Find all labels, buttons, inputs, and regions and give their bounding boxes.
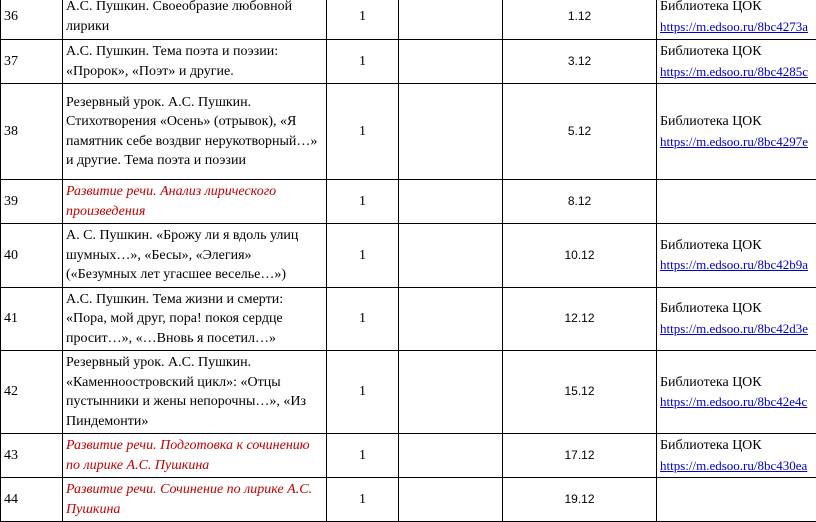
empty-cell (399, 287, 503, 351)
resource-link[interactable]: https://m.edsoo.ru/8bc42d3e (660, 319, 816, 339)
lesson-date: 10.12 (503, 224, 657, 288)
resource-cell (657, 224, 816, 288)
empty-cell (399, 224, 503, 288)
lesson-number: 43 (1, 434, 63, 478)
lesson-hours: 1 (327, 434, 399, 478)
lesson-topic: А.С. Пушкин. Тема поэта и поэзии: «Пророк», «Поэт» и другие. (63, 40, 327, 84)
lesson-topic: Резервный урок. А.С. Пушкин. Стихотворения «Осень» (отрывок), «Я памятник себе воздвиг нерукотворный…» и другие. Тема поэта и поэзии (63, 84, 327, 180)
resource-cell (657, 40, 816, 84)
lesson-hours: 1 (327, 224, 399, 288)
empty-cell (399, 478, 503, 522)
lesson-date: 5.12 (503, 84, 657, 180)
empty-cell (399, 0, 503, 40)
lesson-plan-body (1, 0, 816, 522)
table-row (1, 224, 816, 288)
resource-link[interactable]: https://m.edsoo.ru/8bc4273a (660, 17, 816, 37)
resource-label: Библиотека ЦОК (660, 112, 816, 132)
table-row (1, 478, 816, 522)
empty-cell (399, 180, 503, 224)
lesson-topic: Развитие речи. Сочинение по лирике А.С. Пушкина (63, 478, 327, 522)
table-row (1, 0, 816, 40)
resource-cell (657, 478, 816, 522)
lesson-hours: 1 (327, 287, 399, 351)
lesson-number: 39 (1, 180, 63, 224)
lesson-hours: 1 (327, 180, 399, 224)
empty-cell (399, 434, 503, 478)
lesson-number: 41 (1, 287, 63, 351)
lesson-topic: Развитие речи. Анализ лирического произведения (63, 180, 327, 224)
table-row (1, 84, 816, 180)
lesson-date: 15.12 (503, 351, 657, 434)
table-row (1, 180, 816, 224)
lesson-number: 37 (1, 40, 63, 84)
resource-link[interactable]: https://m.edsoo.ru/8bc42b9a (660, 255, 816, 275)
lesson-number: 40 (1, 224, 63, 288)
lesson-number: 42 (1, 351, 63, 434)
resource-link[interactable]: https://m.edsoo.ru/8bc42e4c (660, 392, 816, 412)
lesson-date: 12.12 (503, 287, 657, 351)
lesson-topic: А.С. Пушкин. Тема жизни и смерти: «Пора, мой друг, пора! покоя сердце просит…», «…Вновь я посетил…» (63, 287, 327, 351)
resource-cell (657, 351, 816, 434)
table-row (1, 351, 816, 434)
lesson-hours: 1 (327, 478, 399, 522)
lesson-date: 17.12 (503, 434, 657, 478)
lesson-date: 1.12 (503, 0, 657, 40)
resource-link[interactable]: https://m.edsoo.ru/8bc430ea (660, 456, 816, 476)
resource-label: Библиотека ЦОК (660, 436, 816, 456)
resource-label: Библиотека ЦОК (660, 299, 816, 319)
resource-label: Библиотека ЦОК (660, 373, 816, 393)
lesson-topic: А.С. Пушкин. Своеобразие любовной лирики (63, 0, 327, 40)
resource-label: Библиотека ЦОК (660, 0, 816, 17)
resource-link[interactable]: https://m.edsoo.ru/8bc4285c (660, 62, 816, 82)
resource-label: Библиотека ЦОК (660, 42, 816, 62)
table-row (1, 287, 816, 351)
empty-cell (399, 351, 503, 434)
lesson-topic: А. С. Пушкин. «Брожу ли я вдоль улиц шумных…», «Бесы», «Элегия» («Безумных лет угасшее веселье…») (63, 224, 327, 288)
lesson-topic: Развитие речи. Подготовка к сочинению по лирике А.С. Пушкина (63, 434, 327, 478)
lesson-date: 3.12 (503, 40, 657, 84)
resource-link[interactable]: https://m.edsoo.ru/8bc4297e (660, 132, 816, 152)
lesson-number: 38 (1, 84, 63, 180)
resource-cell (657, 287, 816, 351)
table-row (1, 40, 816, 84)
lesson-number: 44 (1, 478, 63, 522)
empty-cell (399, 84, 503, 180)
resource-cell (657, 434, 816, 478)
lesson-date: 19.12 (503, 478, 657, 522)
lesson-hours: 1 (327, 0, 399, 40)
lesson-topic: Резервный урок. А.С. Пушкин. «Каменноостровский цикл»: «Отцы пустынники и жены непорочны…», «Из Пиндемонти» (63, 351, 327, 434)
resource-label: Библиотека ЦОК (660, 236, 816, 256)
empty-cell (399, 40, 503, 84)
lesson-hours: 1 (327, 84, 399, 180)
resource-cell (657, 180, 816, 224)
resource-cell (657, 0, 816, 40)
lesson-date: 8.12 (503, 180, 657, 224)
table-row (1, 434, 816, 478)
lesson-hours: 1 (327, 40, 399, 84)
lesson-hours: 1 (327, 351, 399, 434)
lesson-number: 36 (1, 0, 63, 40)
resource-cell (657, 84, 816, 180)
